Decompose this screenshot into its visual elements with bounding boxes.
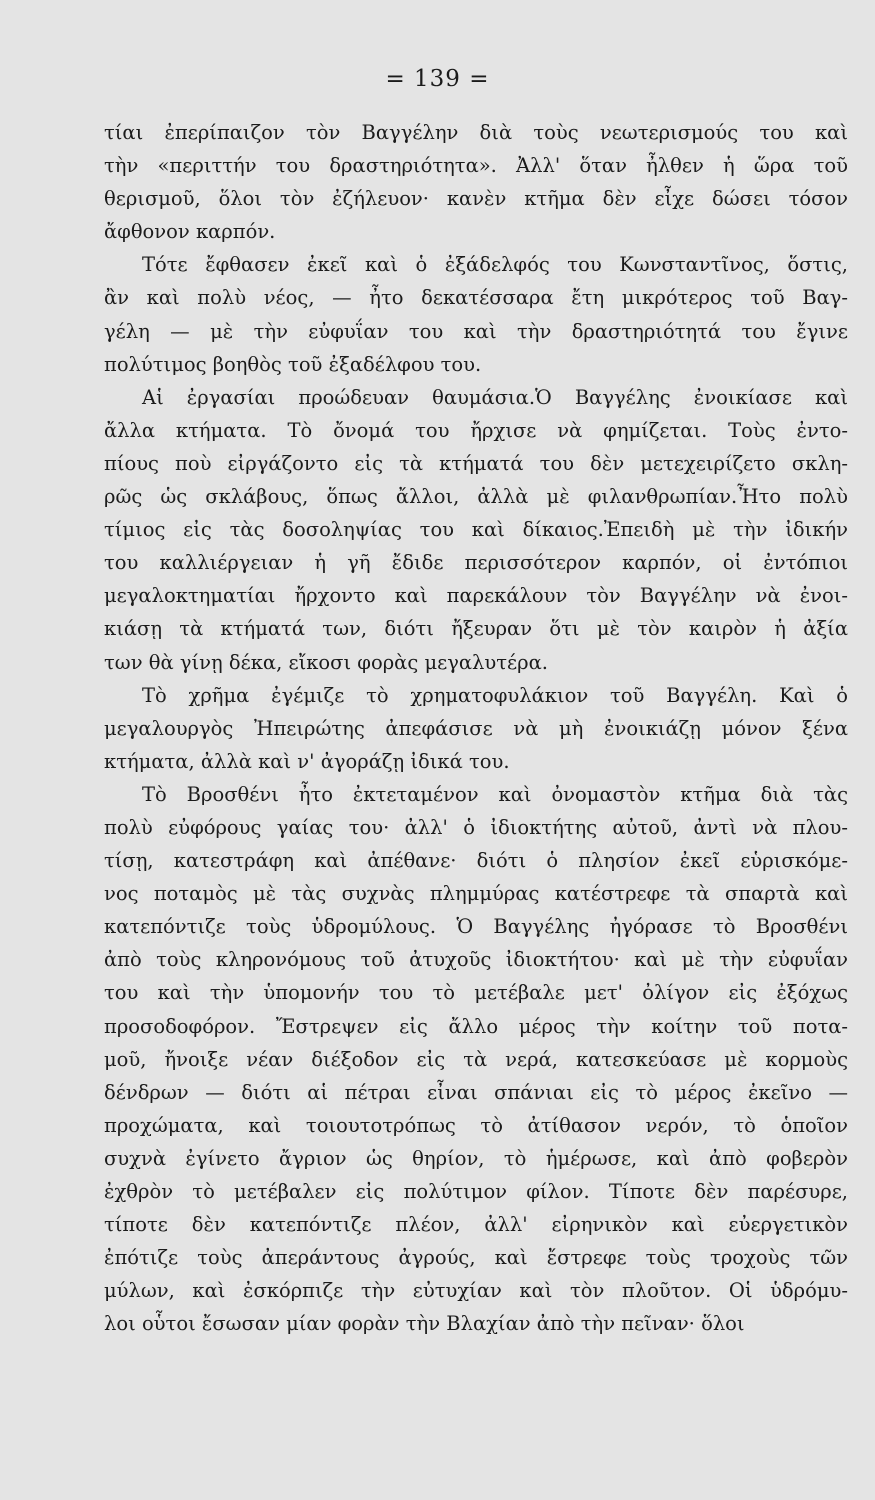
body-text [104,116,848,1340]
text-line: ἐχθρὸν τὸ μετέβαλεν εἰς πολύτιμον φίλον. Τίποτε δὲν παρέσυρε, [104,1180,848,1203]
text-line: τὴν «περιττήν του δραστηριότητα». Ἀλλ' ὅταν ἦλθεν ἡ ὥρα τοῦ [104,154,848,178]
text-line: κιάσῃ τὰ κτήματά των, διότι ἤξευραν ὅτι μὲ τὸν καιρὸν ἡ ἀξία [104,617,848,641]
text-line: μύλων, καὶ ἐσκόρπιζε τὴν εὐτυχίαν καὶ τὸν πλοῦτον. Οἱ ὑδρόμυ- [104,1279,848,1303]
text-line: κατεπόντιζε τοὺς ὑδρομύλους. Ὁ Βαγγέλης ἠγόρασε τὸ Βροσθένι [104,915,848,939]
text-line: του καλλιέργειαν ἡ γῆ ἔδιδε περισσότερον καρπόν, οἱ ἐντόπιοι [104,551,848,575]
paragraph [104,778,848,1341]
text-line: ἄφθονον καρπόν. [104,220,276,244]
text-line: ἀπὸ τοὺς κληρονόμους τοῦ ἀτυχοῦς ἰδιοκτήτου· καὶ μὲ τὴν εὐφυΐαν [104,948,848,972]
text-line: τίαι ἐπερίπαιζον τὸν Βαγγέλην διὰ τοὺς νεωτερισμούς του καὶ [104,121,848,144]
text-line: συχνὰ ἐγίνετο ἄγριον ὡς θηρίον, τὸ ἡμέρωσε, καὶ ἀπὸ φοβερὸν [104,1146,848,1170]
text-line: τίσῃ, κατεστράφη καὶ ἀπέθανε· διότι ὁ πλησίον ἐκεῖ εὑρισκόμε- [104,849,848,873]
text-line: μεγαλοκτηματίαι ἤρχοντο καὶ παρεκάλουν τὸν Βαγγέλην νὰ ἐνοι- [104,584,848,608]
text-line: μοῦ, ἤνοιξε νέαν διέξοδον εἰς τὰ νερά, κατεσκεύασε μὲ κορμοὺς [104,1047,848,1071]
text-line: ἐπότιζε τοὺς ἀπεράντους ἀγρούς, καὶ ἔστρεφε τοὺς τροχοὺς τῶν [104,1246,848,1270]
paragraph [104,679,848,778]
text-line: γέλη — μὲ τὴν εὐφυΐαν του καὶ τὴν δραστηριότητά του ἔγινε [104,319,848,343]
text-line: δένδρων — διότι αἱ πέτραι εἶναι σπάνιαι εἰς τὸ μέρος ἐκεῖνο — [104,1080,848,1104]
text-line: ρῶς ὡς σκλάβους, ὅπως ἄλλοι, ἀλλὰ μὲ φιλανθρωπίαν.Ἦτο πολὺ [104,485,848,509]
text-line: τίποτε δὲν κατεπόντιζε πλέον, ἀλλ' εἰρηνικὸν καὶ εὐεργετικὸν [104,1213,848,1237]
text-line: Τὸ χρῆμα ἐγέμιζε τὸ χρηματοφυλάκιον τοῦ Βαγγέλη. Καὶ ὁ [142,683,848,707]
text-line: πολὺ εὐφόρους γαίας του· ἀλλ' ὁ ἰδιοκτήτης αὐτοῦ, ἀντὶ νὰ πλου- [104,815,848,839]
text-line: ἄλλα κτήματα. Τὸ ὄνομά του ἤρχισε νὰ φημίζεται. Τοὺς ἐντο- [104,418,848,442]
paragraph [104,381,848,679]
paragraph [104,248,848,380]
text-line: μεγαλουργὸς Ἠπειρώτης ἀπεφάσισε νὰ μὴ ἐνοικιάζῃ μόνον ξένα [104,716,848,740]
text-line: προσοδοφόρον. Ἔστρεψεν εἰς ἄλλο μέρος τὴν κοίτην τοῦ ποτα- [104,1014,848,1038]
text-line: Αἱ ἐργασίαι προώδευαν θαυμάσια.Ὁ Βαγγέλης ἐνοικίασε καὶ [142,385,848,409]
text-line: προχώματα, καὶ τοιουτοτρόπως τὸ ἀτίθασον νερόν, τὸ ὁποῖον [104,1113,848,1137]
text-line: των θὰ γίνῃ δέκα, εἴκοσι φορὰς μεγαλυτέρα. [104,650,548,674]
page-number: = 139 = [385,66,490,92]
text-line: Τὸ Βροσθένι ἦτο ἐκτεταμένον καὶ ὀνομαστὸν κτῆμα διὰ τὰς [142,782,848,806]
paragraph [104,116,848,248]
text-line: Τότε ἔφθασεν ἐκεῖ καὶ ὁ ἐξάδελφός του Κωνσταντῖνος, ὅστις, [142,253,848,277]
text-line: του καὶ τὴν ὑπομονήν του τὸ μετέβαλε μετ' ὀλίγον εἰς ἐξόχως [104,981,848,1005]
text-line: τίμιος εἰς τὰς δοσοληψίας του καὶ δίκαιος.Ἐπειδὴ μὲ τὴν ἰδικήν [104,518,848,542]
text-line: λοι οὗτοι ἔσωσαν μίαν φορὰν τὴν Βλαχίαν ἀπὸ τὴν πεῖναν· ὅλοι [104,1312,745,1336]
text-line: πίους ποὺ εἰργάζοντο εἰς τὰ κτήματά του δὲν μετεχειρίζετο σκλη- [104,451,848,475]
text-line: ἂν καὶ πολὺ νέος, — ἦτο δεκατέσσαρα ἔτη μικρότερος τοῦ Βαγ- [104,286,848,310]
text-line: πολύτιμος βοηθὸς τοῦ ἐξαδέλφου του. [104,352,482,376]
text-line: νος ποταμὸς μὲ τὰς συχνὰς πλημμύρας κατέστρεφε τὰ σπαρτὰ καὶ [104,882,848,906]
text-line: θερισμοῦ, ὅλοι τὸν ἐζήλευον· κανὲν κτῆμα δὲν εἶχε δώσει τόσον [104,187,848,211]
text-line: κτήματα, ἀλλὰ καὶ ν' ἀγοράζῃ ἰδικά του. [104,749,510,773]
